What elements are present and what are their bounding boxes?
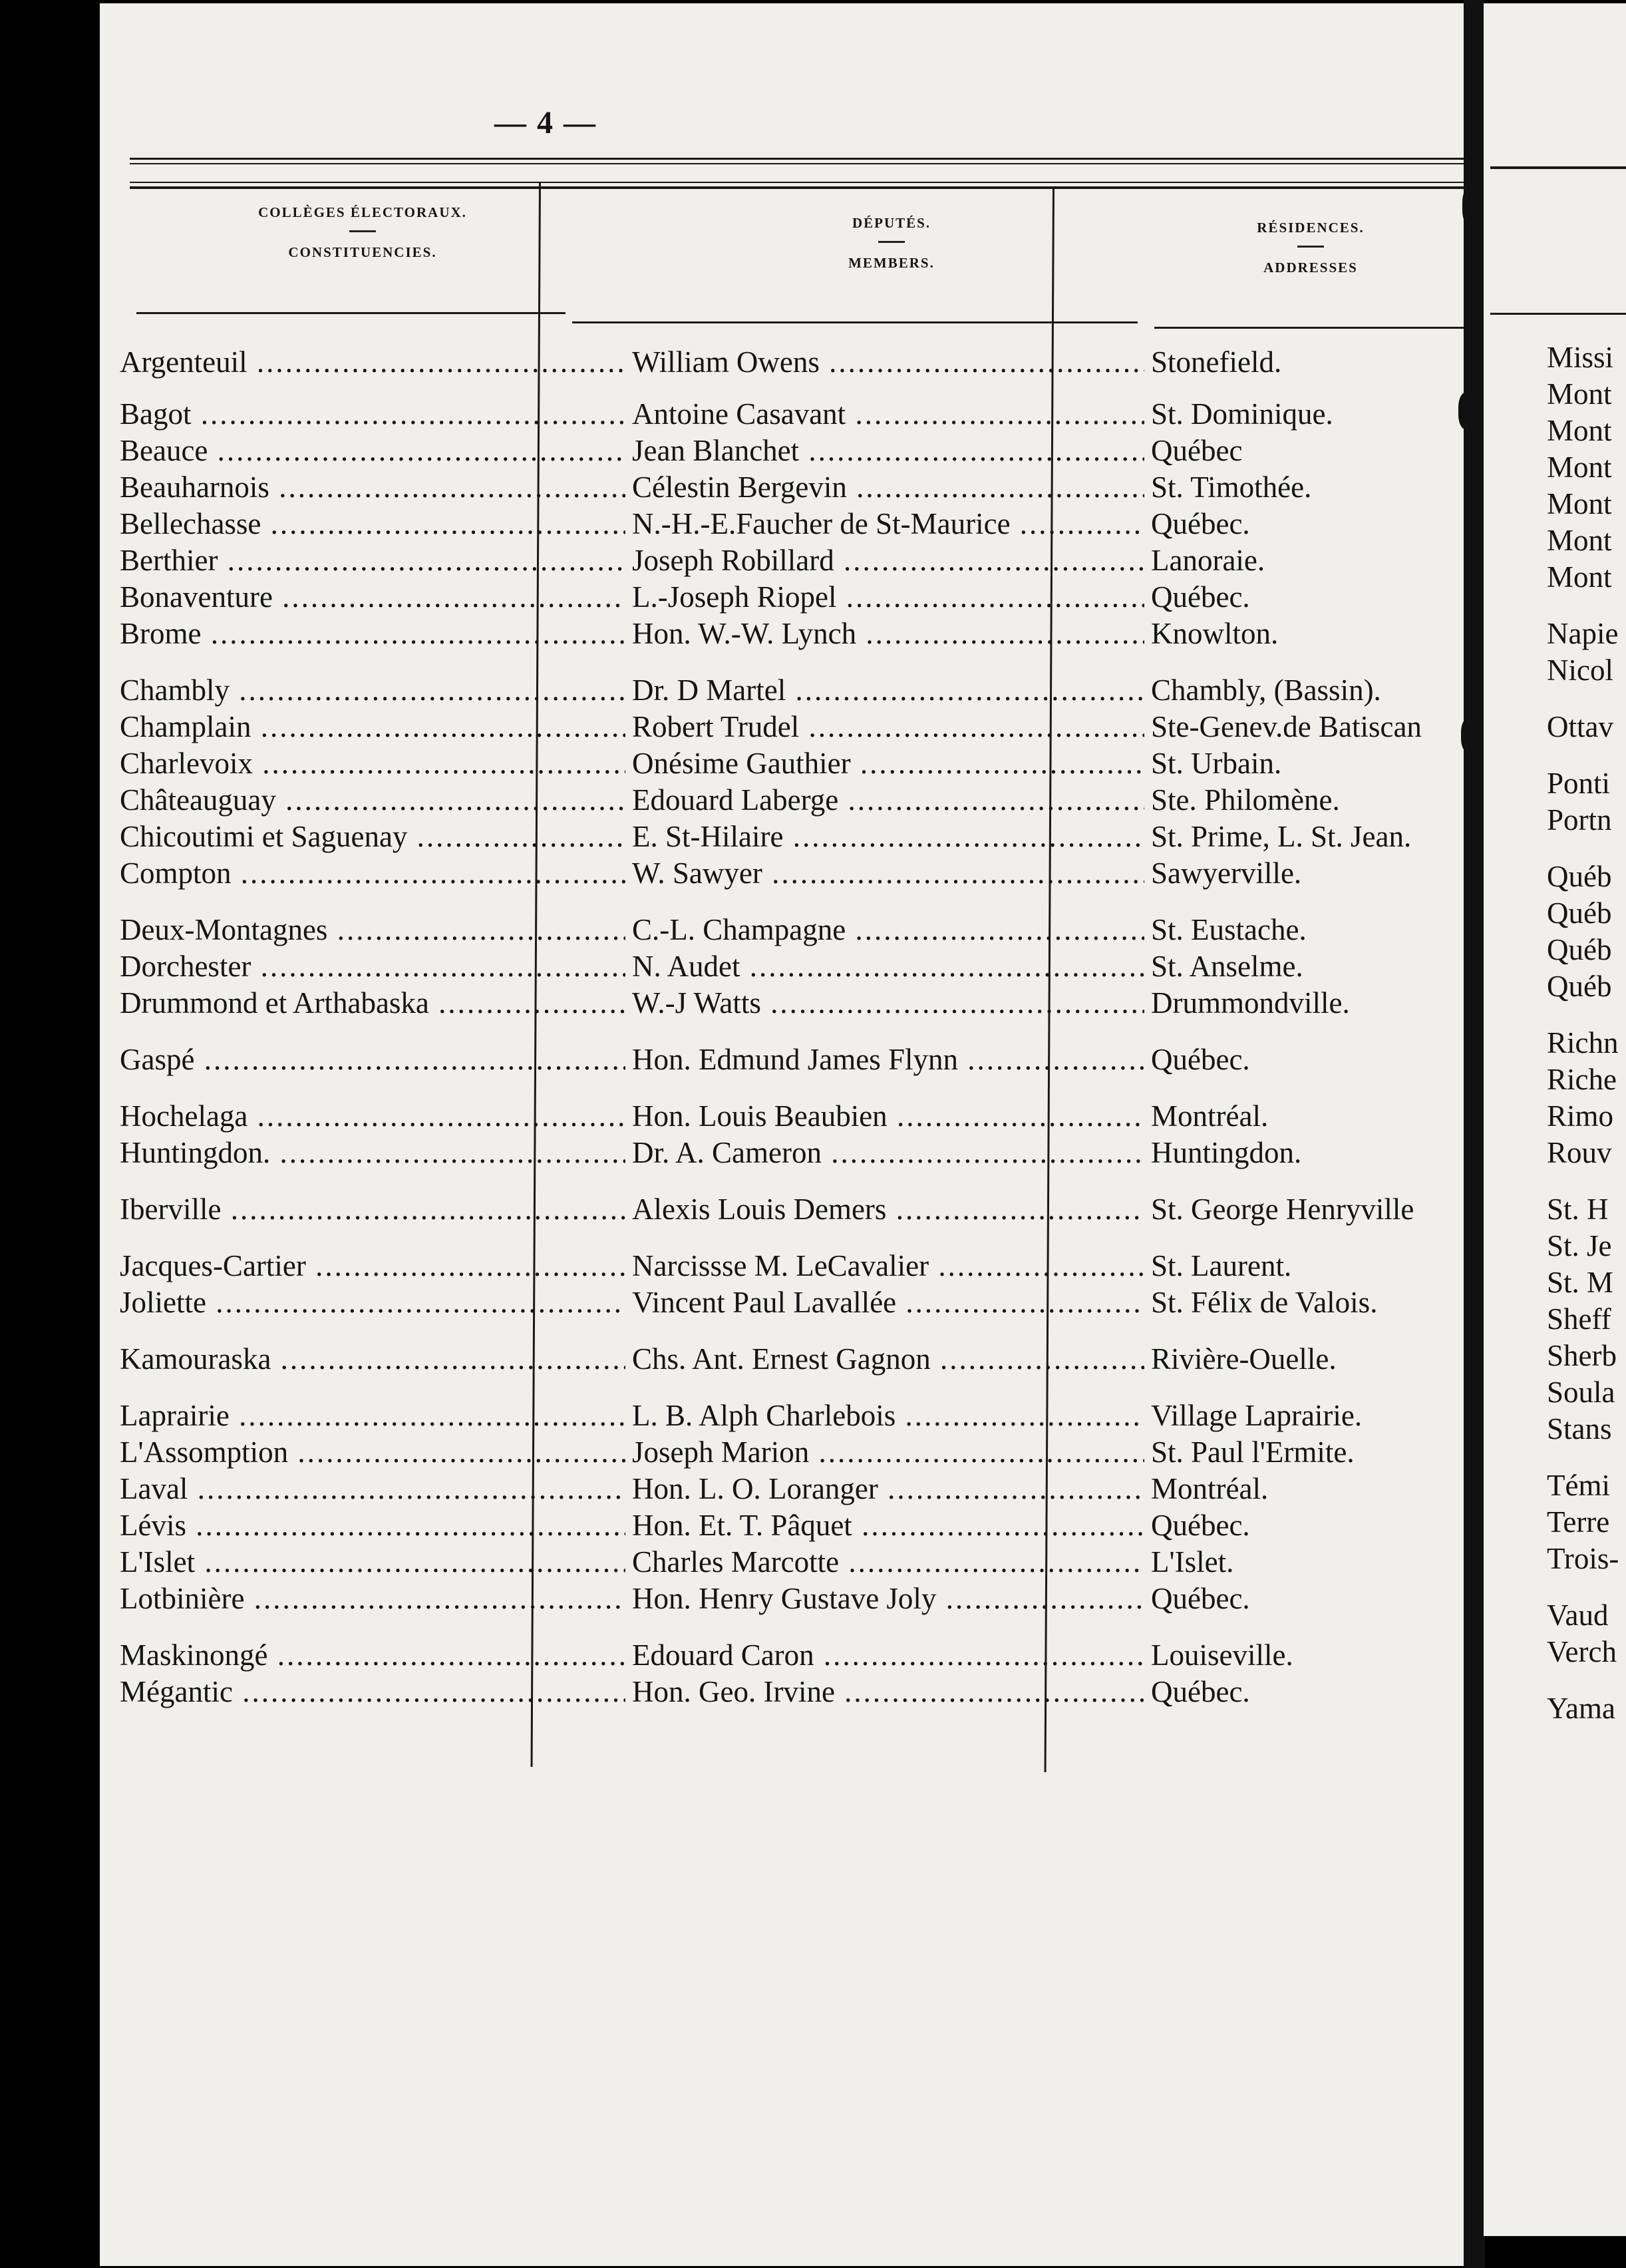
address-cell: St. Timothée. <box>1151 471 1312 504</box>
address-cell: Huntingdon. <box>1151 1136 1302 1169</box>
next-page-fragment: St. M <box>1547 1266 1614 1299</box>
header-members-fr: DÉPUTÉS. <box>852 215 931 231</box>
member-cell: Robert Trudel ..... <box>632 709 1144 745</box>
constituency-cell: Joliette ..... <box>120 1284 625 1320</box>
member-cell: W.-J Watts ..... <box>632 985 1144 1021</box>
constituency-cell: Chicoutimi et Saguenay ..... <box>120 819 625 854</box>
header-addresses-en: ADDRESSES <box>1263 260 1358 276</box>
table-row <box>100 1041 1474 1077</box>
member-cell: N.-H.-E.Faucher de St-Maurice ..... <box>632 506 1144 542</box>
constituency-cell: L'Islet ..... <box>120 1544 625 1580</box>
ink-blot <box>1458 393 1476 429</box>
table-row <box>100 985 1474 1021</box>
constituency-cell: Argenteuil ..... <box>120 344 625 380</box>
member-cell: Hon. Henry Gustave Joly ..... <box>632 1581 1144 1616</box>
address-cell: Montréal. <box>1151 1099 1269 1133</box>
table-row <box>100 1135 1474 1171</box>
address-cell: St. Félix de Valois. <box>1151 1286 1378 1319</box>
next-page-fragment: Napie <box>1547 617 1619 650</box>
member-cell: Hon. Edmund James Flynn ..... <box>632 1041 1144 1077</box>
table-row <box>100 1398 1474 1433</box>
constituency-cell: Iberville ..... <box>120 1191 625 1227</box>
address-cell: Ste-Genev.de Batiscan <box>1151 710 1422 743</box>
constituency-cell: Laval ..... <box>120 1471 625 1507</box>
next-page-fragment: Mont <box>1547 451 1612 484</box>
table-row <box>100 672 1474 708</box>
member-cell: Dr. D Martel ..... <box>632 672 1144 708</box>
member-cell: Charles Marcotte ..... <box>632 1544 1144 1580</box>
next-page-rule <box>1490 313 1626 315</box>
address-cell: Québec. <box>1151 580 1250 614</box>
address-cell: Québec <box>1151 434 1243 467</box>
header-addresses-fr: RÉSIDENCES. <box>1257 220 1365 236</box>
member-cell: Vincent Paul Lavallée ..... <box>632 1284 1144 1320</box>
table-row <box>100 1544 1474 1580</box>
top-rule-3 <box>130 182 1467 183</box>
next-page-fragment: Missi <box>1547 341 1614 374</box>
member-cell: William Owens ..... <box>632 344 1144 380</box>
document-page <box>100 3 1474 2266</box>
next-page-fragment: Mont <box>1547 414 1612 447</box>
header-dash <box>349 230 376 232</box>
address-cell: St. Eustache. <box>1151 913 1307 946</box>
next-page-fragment: Québ <box>1547 860 1612 893</box>
member-cell: N. Audet ..... <box>632 948 1144 984</box>
member-cell: Célestin Bergevin ..... <box>632 469 1144 505</box>
member-cell: W. Sawyer ..... <box>632 855 1144 891</box>
address-cell: Québec. <box>1151 1043 1250 1076</box>
member-cell: Onésime Gauthier ..... <box>632 745 1144 781</box>
constituency-cell: Beauce ..... <box>120 433 625 469</box>
next-page-fragment: Témi <box>1547 1469 1610 1502</box>
address-cell: St. Laurent. <box>1151 1249 1292 1282</box>
member-cell: Hon. Et. T. Pâquet ..... <box>632 1507 1144 1543</box>
next-page-fragment: Stans <box>1547 1412 1612 1445</box>
address-cell: Québec. <box>1151 1509 1250 1542</box>
constituency-cell: Drummond et Arthabaska ..... <box>120 985 625 1021</box>
table-row <box>100 1191 1474 1227</box>
address-cell: St. George Henryville <box>1151 1193 1414 1226</box>
next-page-fragment: Sheff <box>1547 1302 1611 1336</box>
next-page-fragment: Sherb <box>1547 1339 1617 1372</box>
ink-blot <box>1462 186 1481 226</box>
constituency-cell: Lotbinière ..... <box>120 1581 625 1616</box>
constituency-cell: Gaspé ..... <box>120 1041 625 1077</box>
table-row <box>100 819 1474 854</box>
next-page-fragment: Vaud <box>1547 1599 1609 1632</box>
next-page-fragment: Ponti <box>1547 767 1611 800</box>
member-cell: Hon. Geo. Irvine ..... <box>632 1674 1144 1710</box>
member-cell: Antoine Casavant ..... <box>632 396 1144 432</box>
address-cell: Ste. Philomène. <box>1151 783 1340 817</box>
member-cell: Dr. A. Cameron ..... <box>632 1135 1144 1171</box>
table-row <box>100 1098 1474 1134</box>
table-row <box>100 1637 1474 1673</box>
header-members-en: MEMBERS. <box>848 255 935 271</box>
address-cell: Drummondville. <box>1151 986 1350 1020</box>
address-cell: Stonefield. <box>1151 345 1282 379</box>
address-cell: Montréal. <box>1151 1472 1269 1505</box>
member-cell: Hon. Louis Beaubien ..... <box>632 1098 1144 1134</box>
table-row <box>100 1248 1474 1284</box>
constituency-cell: Bonaventure ..... <box>120 579 625 615</box>
next-page-fragment: Québ <box>1547 896 1612 930</box>
constituency-cell: Compton ..... <box>120 855 625 891</box>
next-page-fragment: Trois- <box>1547 1542 1619 1575</box>
constituency-cell: Chambly ..... <box>120 672 625 708</box>
constituency-cell: Mégantic ..... <box>120 1674 625 1710</box>
address-cell: Louiseville. <box>1151 1638 1293 1672</box>
table-row <box>100 433 1474 469</box>
table-row <box>100 469 1474 505</box>
constituency-cell: Jacques-Cartier ..... <box>120 1248 625 1284</box>
next-page-fragment: St. Je <box>1547 1229 1612 1262</box>
address-cell: Rivière-Ouelle. <box>1151 1342 1337 1376</box>
next-page-fragment: Rimo <box>1547 1099 1614 1133</box>
table-row <box>100 1507 1474 1543</box>
constituency-cell: Maskinongé ..... <box>120 1637 625 1673</box>
page-number: — 4 — <box>494 105 597 140</box>
address-cell: Québec. <box>1151 1582 1250 1615</box>
table-row <box>100 745 1474 781</box>
header-members <box>645 215 1138 272</box>
member-cell: Joseph Marion ..... <box>632 1434 1144 1470</box>
constituency-cell: Bagot ..... <box>120 396 625 432</box>
address-cell: St. Anselme. <box>1151 950 1303 983</box>
constituency-cell: Champlain ..... <box>120 709 625 745</box>
next-page-fragment: Soula <box>1547 1376 1615 1409</box>
next-page-fragment: Yama <box>1547 1692 1615 1725</box>
constituency-cell: Dorchester ..... <box>120 948 625 984</box>
constituency-cell: Brome ..... <box>120 616 625 652</box>
table-row <box>100 579 1474 615</box>
address-cell: Québec. <box>1151 1675 1250 1708</box>
table-row <box>100 1341 1474 1377</box>
header-dash <box>1297 246 1324 248</box>
top-rule-4 <box>130 186 1467 189</box>
member-cell: L. B. Alph Charlebois ..... <box>632 1398 1144 1433</box>
next-page-fragment: Mont <box>1547 524 1612 557</box>
member-cell: Chs. Ant. Ernest Gagnon ..... <box>632 1341 1144 1377</box>
address-cell: Sawyerville. <box>1151 856 1302 890</box>
header-dash <box>878 241 905 243</box>
table-row <box>100 948 1474 984</box>
next-page-fragment: Riche <box>1547 1063 1617 1096</box>
next-page-fragment: Verch <box>1547 1635 1617 1668</box>
table-row <box>100 1434 1474 1470</box>
header-constituencies <box>136 204 589 261</box>
next-page-fragment: Rouv <box>1547 1136 1612 1169</box>
next-page-fragment: Ottav <box>1547 710 1613 743</box>
constituency-cell: Hochelaga ..... <box>120 1098 625 1134</box>
table-row <box>100 709 1474 745</box>
member-cell: Edouard Caron ..... <box>632 1637 1144 1673</box>
address-cell: L'Islet. <box>1151 1545 1234 1579</box>
constituency-cell: Deux-Montagnes ..... <box>120 912 625 948</box>
next-page-fragment: Richn <box>1547 1026 1619 1059</box>
next-page-fragment: Nicol <box>1547 654 1613 687</box>
next-page-fragment: Mont <box>1547 487 1612 520</box>
next-page-rule <box>1490 166 1626 169</box>
address-cell: Village Laprairie. <box>1151 1399 1363 1432</box>
next-page-fragment: Mont <box>1547 560 1612 594</box>
next-page-fragment: Québ <box>1547 933 1612 966</box>
address-cell: St. Paul l'Ermite. <box>1151 1435 1355 1469</box>
member-cell: Edouard Laberge ..... <box>632 782 1144 818</box>
next-page-fragment: Terre <box>1547 1505 1610 1539</box>
address-cell: Lanoraie. <box>1151 544 1265 577</box>
table-row <box>100 855 1474 891</box>
member-cell: Jean Blanchet ..... <box>632 433 1144 469</box>
constituency-cell: Laprairie ..... <box>120 1398 625 1433</box>
next-page-fragment: Québ <box>1547 970 1612 1003</box>
table-row <box>100 782 1474 818</box>
member-cell: Narcissse M. LeCavalier ..... <box>632 1248 1144 1284</box>
next-page-fragment: Portn <box>1547 803 1612 837</box>
address-cell: St. Urbain. <box>1151 747 1282 780</box>
constituency-cell: Berthier ..... <box>120 542 625 578</box>
header-addresses <box>1158 220 1464 276</box>
binding-edge <box>1464 0 1485 2268</box>
table-row <box>100 1284 1474 1320</box>
next-page-fragment: Mont <box>1547 377 1612 411</box>
member-cell: Hon. L. O. Loranger ..... <box>632 1471 1144 1507</box>
header-underline-1 <box>136 312 566 314</box>
table-row <box>100 396 1474 432</box>
constituency-cell: L'Assomption ..... <box>120 1434 625 1470</box>
address-cell: Chambly, (Bassin). <box>1151 673 1381 707</box>
table-row <box>100 616 1474 652</box>
member-cell: Joseph Robillard ..... <box>632 542 1144 578</box>
header-underline-3 <box>1154 327 1467 329</box>
ink-blot <box>1461 719 1477 752</box>
constituency-cell: Huntingdon. ..... <box>120 1135 625 1171</box>
header-constituencies-en: CONSTITUENCIES. <box>288 244 437 260</box>
constituency-cell: Beauharnois ..... <box>120 469 625 505</box>
constituency-cell: Lévis ..... <box>120 1507 625 1543</box>
next-page-fragment: St. H <box>1547 1193 1609 1226</box>
top-rule-2 <box>130 163 1467 164</box>
constituency-cell: Charlevoix ..... <box>120 745 625 781</box>
constituency-cell: Kamouraska ..... <box>120 1341 625 1377</box>
constituency-cell: Bellechasse ..... <box>120 506 625 542</box>
member-cell: Hon. W.-W. Lynch ..... <box>632 616 1144 652</box>
address-cell: Knowlton. <box>1151 617 1279 650</box>
table-row <box>100 506 1474 542</box>
member-cell: C.-L. Champagne ..... <box>632 912 1144 948</box>
address-cell: St. Dominique. <box>1151 397 1333 431</box>
member-cell: E. St-Hilaire ..... <box>632 819 1144 854</box>
table-row <box>100 1471 1474 1507</box>
table-row <box>100 542 1474 578</box>
top-rule <box>130 158 1467 160</box>
table-row <box>100 912 1474 948</box>
constituency-cell: Châteauguay ..... <box>120 782 625 818</box>
member-cell: Alexis Louis Demers ..... <box>632 1191 1144 1227</box>
table-row <box>100 344 1474 380</box>
address-cell: St. Prime, L. St. Jean. <box>1151 820 1412 853</box>
header-constituencies-fr: COLLÈGES ÉLECTORAUX. <box>258 204 467 220</box>
address-cell: Québec. <box>1151 507 1250 540</box>
table-row <box>100 1581 1474 1616</box>
table-row <box>100 1674 1474 1710</box>
member-cell: L.-Joseph Riopel ..... <box>632 579 1144 615</box>
